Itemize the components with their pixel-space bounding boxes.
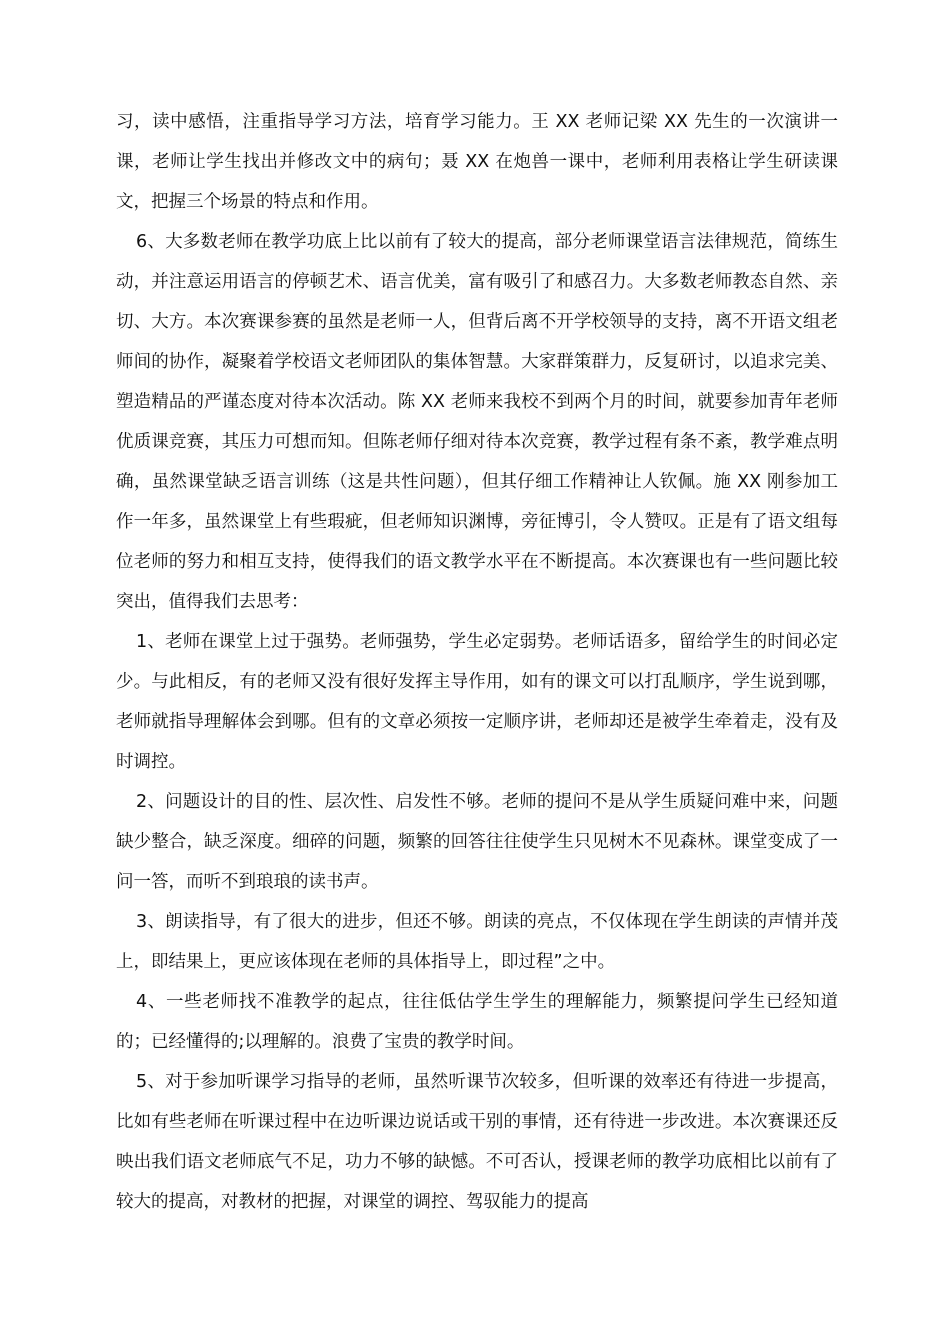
document-body <box>116 102 838 1222</box>
paragraph-issue-2: 2、问题设计的目的性、层次性、启发性不够。老师的提问不是从学生质疑问难中来，问题缺少整合，缺乏深度。细碎的问题，频繁的回答往往使学生只见树木不见森林。课堂变成了一问一答，而听不到琅琅的读书声。 <box>116 792 838 892</box>
paragraph-issue-3: 3、朗读指导，有了很大的进步，但还不够。朗读的亮点，不仅体现在学生朗读的声情并茂上，即结果上，更应该体现在老师的具体指导上，即过程”之中。 <box>116 912 838 972</box>
paragraph-continuation: 习，读中感悟，注重指导学习方法，培育学习能力。王 XX 老师记梁 XX 先生的一次演讲一课，老师让学生找出并修改文中的病句；聂 XX 在炮兽一课中，老师利用表格让学生研读课文，把握三个场景的特点和作用。 <box>116 112 838 212</box>
paragraph-issue-5: 5、对于参加听课学习指导的老师，虽然听课节次较多，但听课的效率还有待进一步提高，比如有些老师在听课过程中在边听课边说话或干别的事情，还有待进一步改进。本次赛课还反映出我们语文老师底气不足，功力不够的缺憾。不可否认，授课老师的教学功底相比以前有了较大的提高，对教材的把握，对课堂的调控、驾驭能力的提高 <box>116 1072 838 1212</box>
paragraph-issue-1: 1、老师在课堂上过于强势。老师强势，学生必定弱势。老师话语多，留给学生的时间必定少。与此相反，有的老师又没有很好发挥主导作用，如有的课文可以打乱顺序，学生说到哪，老师就指导理解体会到哪。但有的文章必须按一定顺序讲，老师却还是被学生牵着走，没有及时调控。 <box>116 632 838 772</box>
paragraph-item-6: 6、大多数老师在教学功底上比以前有了较大的提高，部分老师课堂语言法律规范，简练生动，并注意运用语言的停顿艺术、语言优美，富有吸引了和感召力。大多数老师教态自然、亲切、大方。本次赛课参赛的虽然是老师一人，但背后离不开学校领导的支持，离不开语文组老师间的协作，凝聚着学校语文老师团队的集体智慧。大家群策群力，反复研讨，以追求完美、塑造精品的严谨态度对待本次活动。陈 XX 老师来我校不到两个月的时间，就要参加青年老师优质课竞赛，其压力可想而知。但陈老师仔细对待本次竞赛，教学过程有条不紊，教学难点明确，虽然课堂缺乏语言训练（这是共性问题），但其仔细工作精神让人钦佩。施 XX 刚参加工作一年多，虽然课堂上有些瑕疵，但老师知识渊博，旁征博引，令人赞叹。正是有了语文组每位老师的努力和相互支持，使得我们的语文教学水平在不断提高。本次赛课也有一些问题比较突出，值得我们去思考： <box>116 232 838 612</box>
paragraph-issue-4: 4、一些老师找不准教学的起点，往往低估学生学生的理解能力，频繁提问学生已经知道的；已经懂得的;以理解的。浪费了宝贵的教学时间。 <box>116 992 838 1052</box>
